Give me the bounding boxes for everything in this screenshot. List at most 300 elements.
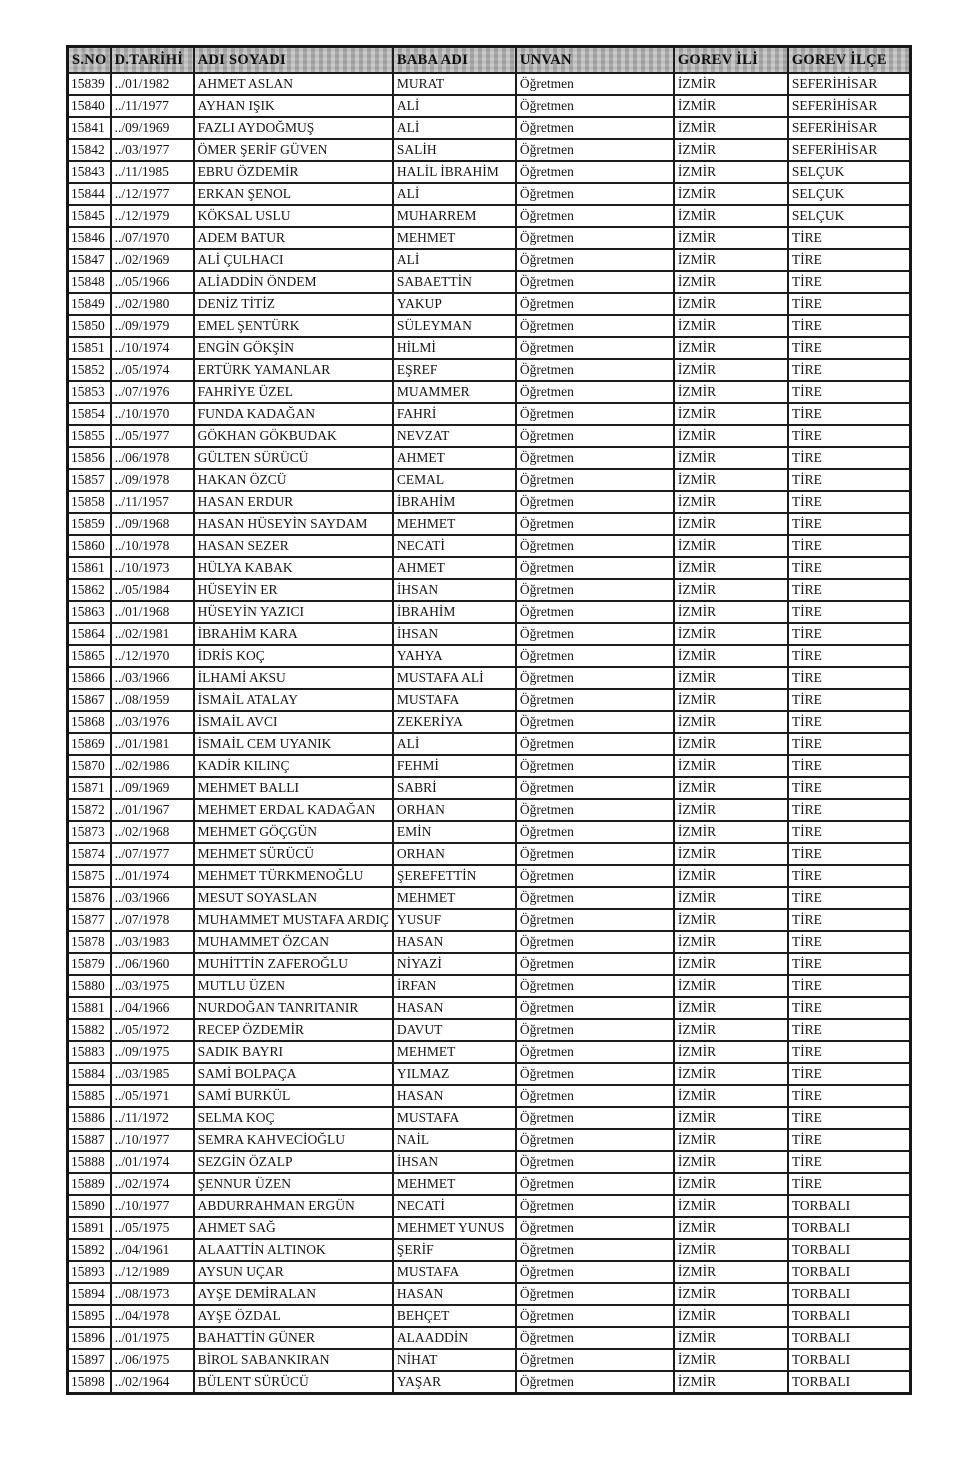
cell-il: İZMİR [674,271,788,293]
cell-baba: MUAMMER [393,381,516,403]
cell-il: İZMİR [674,381,788,403]
cell-dtarihi: ../03/1975 [111,975,194,997]
col-header-gorev-ili: GOREV İLİ [674,47,788,74]
cell-baba: ALİ [393,733,516,755]
cell-adi: ŞENNUR ÜZEN [194,1173,393,1195]
cell-baba: FAHRİ [393,403,516,425]
cell-baba: YILMAZ [393,1063,516,1085]
table-row [68,205,911,227]
cell-sno: 15894 [68,1283,111,1305]
table-header [68,47,911,74]
cell-adi: GÖKHAN GÖKBUDAK [194,425,393,447]
cell-unvan: Öğretmen [516,1327,674,1349]
cell-ilce: TİRE [788,1107,911,1129]
cell-unvan: Öğretmen [516,579,674,601]
cell-sno: 15840 [68,95,111,117]
cell-sno: 15849 [68,293,111,315]
cell-sno: 15866 [68,667,111,689]
cell-dtarihi: ../09/1968 [111,513,194,535]
col-header-baba-adi: BABA ADI [393,47,516,74]
cell-baba: HASAN [393,1283,516,1305]
cell-baba: MEHMET [393,1173,516,1195]
cell-baba: İBRAHİM [393,491,516,513]
cell-dtarihi: ../09/1979 [111,315,194,337]
cell-adi: SAMİ BOLPAÇA [194,1063,393,1085]
cell-dtarihi: ../05/1971 [111,1085,194,1107]
cell-sno: 15878 [68,931,111,953]
table-row [68,425,911,447]
cell-il: İZMİR [674,249,788,271]
cell-dtarihi: ../02/1969 [111,249,194,271]
cell-sno: 15852 [68,359,111,381]
cell-sno: 15879 [68,953,111,975]
cell-il: İZMİR [674,1041,788,1063]
cell-unvan: Öğretmen [516,1283,674,1305]
cell-unvan: Öğretmen [516,1063,674,1085]
cell-dtarihi: ../01/1975 [111,1327,194,1349]
cell-il: İZMİR [674,161,788,183]
cell-baba: NECATİ [393,535,516,557]
cell-baba: YAHYA [393,645,516,667]
cell-sno: 15851 [68,337,111,359]
cell-adi: MEHMET GÖÇGÜN [194,821,393,843]
cell-ilce: TİRE [788,887,911,909]
cell-ilce: TİRE [788,513,911,535]
table-row [68,1283,911,1305]
cell-il: İZMİR [674,843,788,865]
cell-ilce: TORBALI [788,1283,911,1305]
table-row [68,1129,911,1151]
cell-dtarihi: ../03/1976 [111,711,194,733]
cell-il: İZMİR [674,337,788,359]
cell-baba: DAVUT [393,1019,516,1041]
cell-ilce: TİRE [788,1173,911,1195]
cell-adi: SAMİ BURKÜL [194,1085,393,1107]
cell-baba: CEMAL [393,469,516,491]
table-row [68,513,911,535]
table-row [68,161,911,183]
cell-ilce: TİRE [788,469,911,491]
cell-baba: ALİ [393,95,516,117]
cell-ilce: TİRE [788,1019,911,1041]
cell-sno: 15855 [68,425,111,447]
cell-unvan: Öğretmen [516,1151,674,1173]
cell-dtarihi: ../10/1977 [111,1195,194,1217]
cell-sno: 15847 [68,249,111,271]
cell-baba: SABRİ [393,777,516,799]
cell-baba: MEHMET [393,513,516,535]
cell-baba: MURAT [393,73,516,95]
cell-baba: ORHAN [393,799,516,821]
table-row [68,1217,911,1239]
table-row [68,997,911,1019]
cell-adi: MEHMET TÜRKMENOĞLU [194,865,393,887]
cell-adi: MEHMET SÜRÜCÜ [194,843,393,865]
cell-il: İZMİR [674,1327,788,1349]
cell-adi: KADİR KILINÇ [194,755,393,777]
cell-ilce: TORBALI [788,1195,911,1217]
table-row [68,447,911,469]
cell-ilce: TİRE [788,579,911,601]
cell-ilce: TİRE [788,271,911,293]
cell-adi: EBRU ÖZDEMİR [194,161,393,183]
cell-il: İZMİR [674,557,788,579]
cell-baba: HASAN [393,997,516,1019]
cell-sno: 15856 [68,447,111,469]
cell-ilce: TİRE [788,645,911,667]
cell-unvan: Öğretmen [516,777,674,799]
cell-adi: RECEP ÖZDEMİR [194,1019,393,1041]
cell-dtarihi: ../05/1975 [111,1217,194,1239]
cell-ilce: TORBALI [788,1305,911,1327]
cell-baba: NİYAZİ [393,953,516,975]
cell-baba: SABAETTİN [393,271,516,293]
cell-il: İZMİR [674,1063,788,1085]
cell-baba: MUSTAFA [393,689,516,711]
cell-il: İZMİR [674,645,788,667]
cell-dtarihi: ../05/1966 [111,271,194,293]
cell-unvan: Öğretmen [516,161,674,183]
cell-ilce: TİRE [788,1151,911,1173]
cell-unvan: Öğretmen [516,271,674,293]
cell-il: İZMİR [674,205,788,227]
table-row [68,865,911,887]
cell-il: İZMİR [674,711,788,733]
cell-ilce: TİRE [788,293,911,315]
table-row [68,1371,911,1394]
cell-baba: HİLMİ [393,337,516,359]
table-row [68,667,911,689]
cell-adi: HASAN HÜSEYİN SAYDAM [194,513,393,535]
cell-adi: İDRİS KOÇ [194,645,393,667]
table-row [68,1063,911,1085]
cell-dtarihi: ../09/1978 [111,469,194,491]
cell-dtarihi: ../11/1985 [111,161,194,183]
cell-adi: GÜLTEN SÜRÜCÜ [194,447,393,469]
cell-ilce: TORBALI [788,1217,911,1239]
cell-ilce: TİRE [788,843,911,865]
cell-baba: MEHMET [393,887,516,909]
cell-unvan: Öğretmen [516,1041,674,1063]
cell-dtarihi: ../01/1974 [111,865,194,887]
cell-unvan: Öğretmen [516,513,674,535]
cell-ilce: SEFERİHİSAR [788,73,911,95]
cell-dtarihi: ../07/1970 [111,227,194,249]
cell-il: İZMİR [674,799,788,821]
cell-unvan: Öğretmen [516,1085,674,1107]
cell-ilce: TİRE [788,909,911,931]
cell-unvan: Öğretmen [516,403,674,425]
cell-baba: MEHMET [393,1041,516,1063]
table-row [68,139,911,161]
cell-ilce: TİRE [788,535,911,557]
header-row [68,47,911,74]
cell-sno: 15858 [68,491,111,513]
cell-sno: 15888 [68,1151,111,1173]
cell-dtarihi: ../10/1978 [111,535,194,557]
cell-dtarihi: ../01/1981 [111,733,194,755]
cell-adi: HÜLYA KABAK [194,557,393,579]
cell-unvan: Öğretmen [516,755,674,777]
table-row [68,1327,911,1349]
table-row [68,975,911,997]
cell-adi: ENGİN GÖKŞİN [194,337,393,359]
cell-il: İZMİR [674,777,788,799]
cell-dtarihi: ../12/1989 [111,1261,194,1283]
cell-unvan: Öğretmen [516,821,674,843]
cell-ilce: TİRE [788,601,911,623]
cell-adi: ADEM BATUR [194,227,393,249]
cell-il: İZMİR [674,601,788,623]
cell-dtarihi: ../07/1976 [111,381,194,403]
cell-sno: 15857 [68,469,111,491]
cell-sno: 15875 [68,865,111,887]
cell-dtarihi: ../09/1969 [111,117,194,139]
cell-sno: 15842 [68,139,111,161]
cell-adi: BÜLENT SÜRÜCÜ [194,1371,393,1394]
cell-ilce: SELÇUK [788,161,911,183]
cell-ilce: TİRE [788,403,911,425]
cell-unvan: Öğretmen [516,117,674,139]
cell-unvan: Öğretmen [516,1129,674,1151]
table-row [68,843,911,865]
cell-ilce: TİRE [788,777,911,799]
cell-sno: 15841 [68,117,111,139]
cell-sno: 15862 [68,579,111,601]
cell-il: İZMİR [674,579,788,601]
cell-il: İZMİR [674,1371,788,1394]
cell-il: İZMİR [674,667,788,689]
cell-unvan: Öğretmen [516,469,674,491]
cell-sno: 15874 [68,843,111,865]
cell-sno: 15882 [68,1019,111,1041]
cell-unvan: Öğretmen [516,359,674,381]
cell-sno: 15846 [68,227,111,249]
cell-il: İZMİR [674,293,788,315]
cell-ilce: TİRE [788,381,911,403]
cell-dtarihi: ../02/1974 [111,1173,194,1195]
cell-ilce: TİRE [788,557,911,579]
table-row [68,535,911,557]
table-row [68,909,911,931]
cell-il: İZMİR [674,755,788,777]
cell-sno: 15883 [68,1041,111,1063]
cell-il: İZMİR [674,689,788,711]
cell-sno: 15859 [68,513,111,535]
cell-ilce: TİRE [788,667,911,689]
cell-il: İZMİR [674,227,788,249]
cell-dtarihi: ../10/1973 [111,557,194,579]
cell-dtarihi: ../02/1981 [111,623,194,645]
cell-baba: MUSTAFA [393,1261,516,1283]
cell-adi: ABDURRAHMAN ERGÜN [194,1195,393,1217]
cell-ilce: TİRE [788,733,911,755]
cell-il: İZMİR [674,513,788,535]
cell-unvan: Öğretmen [516,843,674,865]
cell-dtarihi: ../01/1974 [111,1151,194,1173]
cell-dtarihi: ../12/1979 [111,205,194,227]
cell-dtarihi: ../04/1966 [111,997,194,1019]
cell-il: İZMİR [674,117,788,139]
cell-unvan: Öğretmen [516,139,674,161]
cell-dtarihi: ../04/1978 [111,1305,194,1327]
cell-ilce: TİRE [788,865,911,887]
cell-baba: ALİ [393,183,516,205]
cell-unvan: Öğretmen [516,205,674,227]
table-row [68,1261,911,1283]
cell-baba: AHMET [393,557,516,579]
cell-il: İZMİR [674,447,788,469]
cell-sno: 15867 [68,689,111,711]
cell-unvan: Öğretmen [516,337,674,359]
cell-ilce: TİRE [788,623,911,645]
cell-adi: MEHMET BALLI [194,777,393,799]
table-row [68,887,911,909]
cell-dtarihi: ../08/1959 [111,689,194,711]
cell-dtarihi: ../02/1968 [111,821,194,843]
cell-sno: 15898 [68,1371,111,1394]
cell-unvan: Öğretmen [516,1261,674,1283]
cell-dtarihi: ../10/1970 [111,403,194,425]
cell-il: İZMİR [674,909,788,931]
cell-baba: HASAN [393,1085,516,1107]
table-row [68,557,911,579]
cell-adi: AYHAN IŞIK [194,95,393,117]
cell-baba: NİHAT [393,1349,516,1371]
cell-baba: MUHARREM [393,205,516,227]
cell-adi: HASAN ERDUR [194,491,393,513]
cell-dtarihi: ../09/1969 [111,777,194,799]
table-row [68,381,911,403]
cell-baba: ORHAN [393,843,516,865]
cell-il: İZMİR [674,403,788,425]
col-header-dtarihi: D.TARİHİ [111,47,194,74]
cell-baba: AHMET [393,447,516,469]
cell-ilce: TİRE [788,1041,911,1063]
cell-adi: ERTÜRK YAMANLAR [194,359,393,381]
cell-dtarihi: ../02/1980 [111,293,194,315]
cell-il: İZMİR [674,1107,788,1129]
cell-adi: AYŞE DEMİRALAN [194,1283,393,1305]
col-header-unvan: UNVAN [516,47,674,74]
cell-unvan: Öğretmen [516,1217,674,1239]
cell-dtarihi: ../02/1986 [111,755,194,777]
table-row [68,249,911,271]
table-row [68,777,911,799]
cell-sno: 15896 [68,1327,111,1349]
table-row [68,227,911,249]
cell-sno: 15881 [68,997,111,1019]
cell-ilce: SEFERİHİSAR [788,95,911,117]
cell-ilce: SELÇUK [788,205,911,227]
table-row [68,1151,911,1173]
table-row [68,623,911,645]
cell-il: İZMİR [674,1019,788,1041]
cell-adi: AHMET ASLAN [194,73,393,95]
cell-adi: MUHAMMET MUSTAFA ARDIÇ [194,909,393,931]
cell-unvan: Öğretmen [516,557,674,579]
cell-unvan: Öğretmen [516,667,674,689]
cell-il: İZMİR [674,183,788,205]
table-row [68,579,911,601]
cell-adi: ERKAN ŞENOL [194,183,393,205]
cell-adi: SADIK BAYRI [194,1041,393,1063]
cell-adi: İSMAİL CEM UYANIK [194,733,393,755]
cell-ilce: TORBALI [788,1371,911,1394]
table-row [68,711,911,733]
personnel-table [66,45,912,1395]
col-header-adi-soyadi: ADI SOYADI [194,47,393,74]
table-row [68,601,911,623]
cell-adi: FAHRİYE ÜZEL [194,381,393,403]
cell-baba: EMİN [393,821,516,843]
cell-baba: YUSUF [393,909,516,931]
cell-ilce: TİRE [788,997,911,1019]
cell-sno: 15860 [68,535,111,557]
cell-ilce: TİRE [788,931,911,953]
cell-sno: 15887 [68,1129,111,1151]
cell-dtarihi: ../01/1968 [111,601,194,623]
table-row [68,645,911,667]
cell-sno: 15864 [68,623,111,645]
cell-adi: SEZGİN ÖZALP [194,1151,393,1173]
cell-adi: HASAN SEZER [194,535,393,557]
cell-unvan: Öğretmen [516,315,674,337]
cell-adi: İBRAHİM KARA [194,623,393,645]
cell-unvan: Öğretmen [516,953,674,975]
cell-ilce: TORBALI [788,1327,911,1349]
cell-baba: ŞERİF [393,1239,516,1261]
table-row [68,953,911,975]
cell-sno: 15890 [68,1195,111,1217]
table-row [68,1085,911,1107]
cell-ilce: SEFERİHİSAR [788,139,911,161]
cell-il: İZMİR [674,1129,788,1151]
table-row [68,689,911,711]
table-row [68,733,911,755]
cell-ilce: SELÇUK [788,183,911,205]
cell-il: İZMİR [674,953,788,975]
cell-ilce: TORBALI [788,1349,911,1371]
cell-il: İZMİR [674,1305,788,1327]
cell-dtarihi: ../05/1984 [111,579,194,601]
cell-dtarihi: ../12/1977 [111,183,194,205]
cell-unvan: Öğretmen [516,975,674,997]
cell-dtarihi: ../06/1960 [111,953,194,975]
cell-ilce: TİRE [788,315,911,337]
cell-adi: MUHİTTİN ZAFEROĞLU [194,953,393,975]
cell-sno: 15897 [68,1349,111,1371]
cell-il: İZMİR [674,73,788,95]
cell-dtarihi: ../01/1967 [111,799,194,821]
cell-baba: SÜLEYMAN [393,315,516,337]
cell-sno: 15854 [68,403,111,425]
cell-sno: 15863 [68,601,111,623]
cell-il: İZMİR [674,1283,788,1305]
cell-adi: BAHATTİN GÜNER [194,1327,393,1349]
cell-baba: YAŞAR [393,1371,516,1394]
cell-sno: 15848 [68,271,111,293]
table-row [68,293,911,315]
cell-baba: HASAN [393,931,516,953]
cell-unvan: Öğretmen [516,799,674,821]
cell-il: İZMİR [674,469,788,491]
cell-unvan: Öğretmen [516,931,674,953]
cell-unvan: Öğretmen [516,249,674,271]
table-row [68,1349,911,1371]
cell-unvan: Öğretmen [516,887,674,909]
cell-il: İZMİR [674,359,788,381]
